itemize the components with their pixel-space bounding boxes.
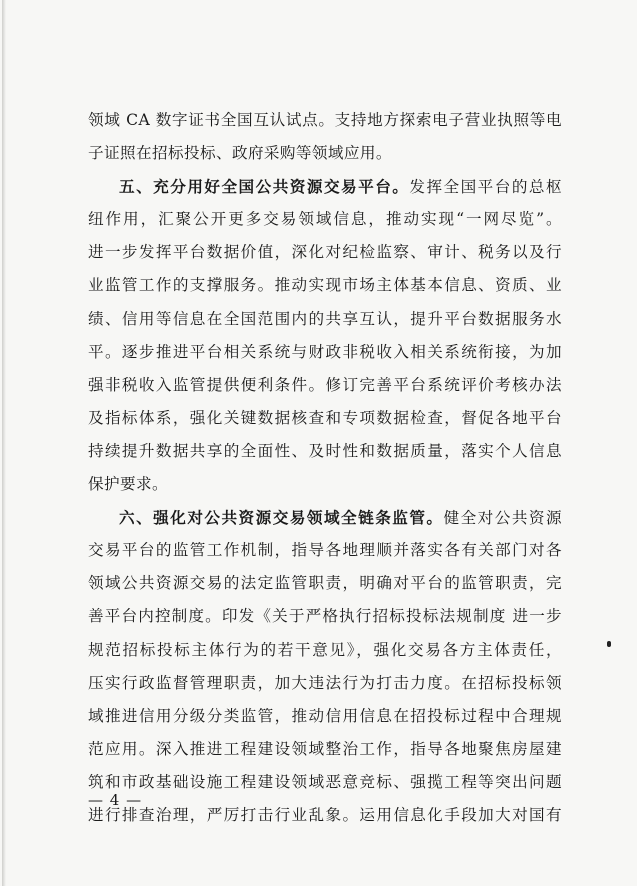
section-heading-line: 五、充分用好全国公共资源交易平台。发挥全国平台的总枢 <box>119 177 562 197</box>
text-line: 领域 CA 数字证书全国互认试点。支持地方探索电子营业执照等电 <box>88 111 562 129</box>
text-line: 纽作用，汇聚公开更多交易领域信息，推动实现“一网尽览”。 <box>88 210 562 229</box>
text-line: 领域公共资源交易的法定监管职责，明确对平台的监管职责，完 <box>88 574 562 593</box>
text-line: 保护要求。 <box>88 475 168 494</box>
text-line: 持续提升数据共享的全面性、及时性和数据质量，落实个人信息 <box>88 441 562 460</box>
section-heading-6: 六、强化对公共资源交易领域全链条监管。 <box>119 508 444 528</box>
text-line: 平。逐步推进平台相关系统与财政非税收入相关系统衔接，为加 <box>88 342 562 361</box>
section-heading-line: 六、强化对公共资源交易领域全链条监管。健全对公共资源 <box>119 508 562 528</box>
text-line: 绩、信用等信息在全国范围内的共享互认，提升平台数据服务水 <box>88 309 562 328</box>
text-line: 进一步发挥平台数据价值，深化对纪检监察、审计、税务以及行 <box>88 243 562 262</box>
text-line: 筑和市政基础设施工程建设领域恶意竞标、强揽工程等突出问题 <box>88 772 562 791</box>
scan-edge <box>2 0 6 886</box>
text-line: 善平台内控制度。印发《关于严格执行招标投标法规制度 进一步 <box>88 607 562 626</box>
page-number: — 4 — <box>88 791 143 809</box>
text-line: 子证照在招标投标、政府采购等领域应用。 <box>88 144 392 163</box>
text-line: 进行排查治理，严厉打击行业乱象。运用信息化手段加大对国有 <box>88 805 562 824</box>
text-line: 范应用。深入推进工程建设领域整治工作，指导各地聚焦房屋建 <box>88 739 562 758</box>
text-line: 压实行政监督管理职责，加大违法行为打击力度。在招标投标领 <box>88 673 562 692</box>
scan-speck <box>607 641 611 647</box>
body-text <box>88 104 562 832</box>
text-line: 交易平台的监管工作机制，指导各地理顺并落实各有关部门对各 <box>88 541 562 560</box>
section-heading-5: 五、充分用好全国公共资源交易平台。 <box>119 177 410 197</box>
text-line: 规范招标投标主体行为的若干意见》，强化交易各方主体责任， <box>88 640 562 659</box>
text-line: 强非税收入监管提供便利条件。修订完善平台系统评价考核办法 <box>88 375 562 394</box>
text-line: 业监管工作的支撑服务。推动实现市场主体基本信息、资质、业 <box>88 276 562 295</box>
text-line: 域推进信用分级分类监管，推动信用信息在招投标过程中合理规 <box>88 706 562 725</box>
text-line: 及指标体系，强化关键数据核查和专项数据检查，督促各地平台 <box>88 408 562 427</box>
